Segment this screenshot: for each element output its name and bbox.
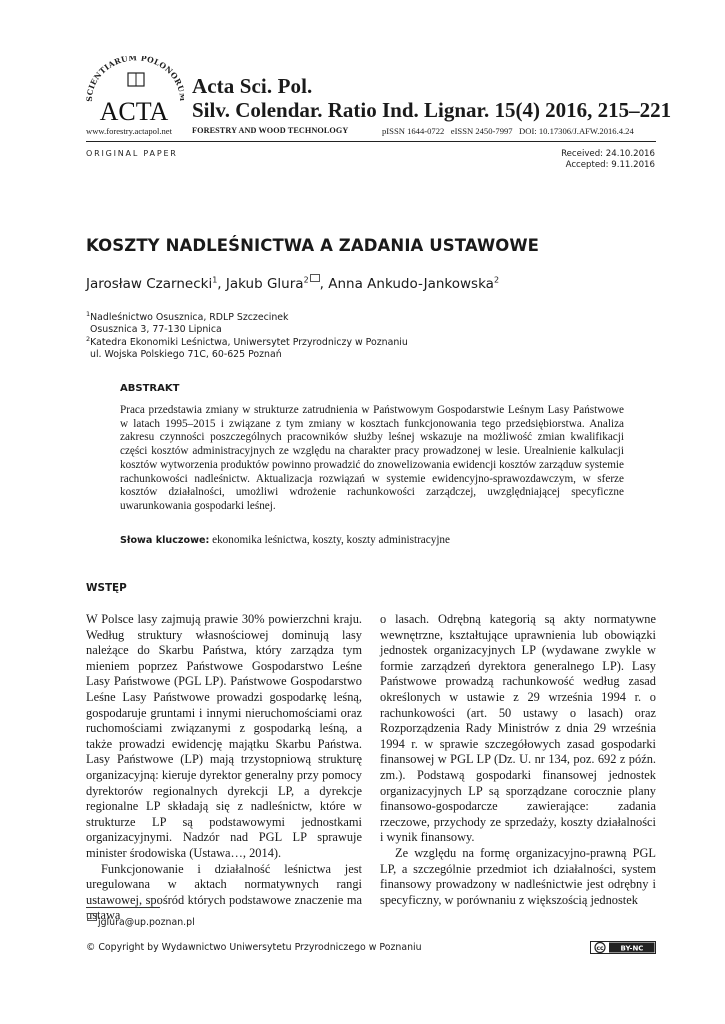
- keywords-label: Słowa kluczowe:: [120, 535, 210, 546]
- body-paragraph: o lasach. Odrębną kategorią są akty normatywne wewnętrzne, kształtujące uprawnienia lub obowiązki jednostek organizacyjnych LP (wydawane zwykle w formie zarządzeń dyrektora generalnego LP). Lasy Państwowe prowadzą rachunkowość według zasad określonych w ustawie z 29 września 1994 r. o rachunkowości (art. 50 ustawy o lasach) oraz Rozporządzenia Rady Ministrów z dnia 29 września 1994 r. w sprawie szczegółowych zasad gospodarki finansowej w PGL LP (Dz. U. nr 134, poz. 692 z późn. zm.). Podstawą gospodarki finansowej jednostek organizacyjnych LP są sporządzane corocznie plany finansowo-gospodarcze zawierające: zadania rzeczowe, przychody ze sprzedaży, koszty działalności i wynik finansowy.: [380, 612, 656, 845]
- journal-logo: [84, 56, 184, 126]
- body-paragraph: W Polsce lasy zajmują prawie 30% powierzchni kraju. Według struktury własnościowej dominują lasy należące do Skarbu Państwa, który zarządza tym mieniem poprzez Państwowe Gospodarstwo Leśne Lasy Państwowe (PGL LP). Państwowe Gospodarstwo Leśne Lasy Państwowe prowadzi gospodarkę leśną, gospodaruje gruntami i innymi nieruchomościami oraz ruchomościami związanymi z gospodarką leśną, a także prowadzi ewidencję majątku Skarbu Państwa. Lasy Państwowe (LP) mają trzystopniową strukturę organizacyjną: kieruje dyrektor generalny przy pomocy dyrektorów regionalnych dyrekcji LP, a dyrekcje regionalne LP składają się z nadleśnictw, które w strukturze LP są podstawowymi jednostkami organizacyjnymi. Nadzór nad PGL LP sprawuje minister środowiska (Ustawa…, 2014).: [86, 612, 362, 860]
- body-paragraph: Funkcjonowanie i działalność leśnictwa jest uregulowana w aktach normatywnych rangi ustawowej, spośród których podstawowe znaczenie ma ustawa: [86, 861, 362, 923]
- journal-series: Silv. Colendar. Ratio Ind. Lignar. 15(4) 2016, 215–221: [192, 98, 672, 122]
- author-affiliation-mark: 2: [303, 275, 309, 285]
- envelope-icon: [310, 274, 320, 282]
- header-divider: [86, 141, 656, 142]
- svg-text:cc: cc: [596, 945, 604, 952]
- journal-website[interactable]: www.forestry.actapol.net: [86, 126, 172, 136]
- envelope-icon: [87, 913, 97, 921]
- author-list: Jarosław Czarnecki$^1$, Jakub Glura$^2$ , Anna Ankudo-Jankowska$^2$: [86, 275, 500, 292]
- logo-word: ACTA: [99, 97, 169, 126]
- body-column-right: [380, 612, 656, 908]
- affiliation-2: $^2$Katedra Ekonomiki Leśnictwa, Uniwersytet Przyrodniczy w Poznaniu ul. Wojska Polskiego 71C, 60-625 Poznań: [86, 335, 408, 361]
- svg-text:SCIENTIARUM POLONORUM: [85, 56, 184, 102]
- accepted-date: Accepted: 9.11.2016: [565, 160, 655, 170]
- affiliation-1: $^1$Nadleśnictwo Osusznica, RDLP Szczecinek Osusznica 3, 77-130 Lipnica: [86, 310, 289, 336]
- abstract-heading: ABSTRAKT: [120, 383, 180, 394]
- license-label: BY-NC: [620, 944, 644, 953]
- copyright-notice: © Copyright by Wydawnictwo Uniwersytetu Przyrodniczego w Poznaniu: [86, 942, 422, 953]
- author-name: Anna Ankudo-Jankowska: [328, 276, 494, 292]
- logo-arc-text: SCIENTIARUM POLONOR: [84, 56, 184, 102]
- author-name: Jakub Glura: [225, 276, 304, 292]
- keywords-text: ekonomika leśnictwa, koszty, koszty administracyjne: [212, 534, 450, 546]
- issn-doi-info: pISSN 1644-0722 eISSN 2450-7997 DOI: 10.17306/J.AFW.2016.4.24: [382, 126, 634, 136]
- author-affiliation-mark: 2: [493, 275, 500, 285]
- body-column-left: [86, 612, 362, 924]
- author-affiliation-mark: 1: [212, 275, 218, 285]
- corresponding-email[interactable]: jglura@up.poznan.pl: [98, 917, 195, 928]
- paper-type-label: ORIGINAL PAPER: [86, 149, 178, 158]
- article-title: KOSZTY NADLEŚNICTWA A ZADANIA USTAWOWE: [86, 236, 540, 255]
- corresponding-footnote: [86, 913, 195, 928]
- body-paragraph: Ze względu na formę organizacyjno-prawną PGL LP, a szczególnie przedmiot ich działalności, system finansowy prowadzony w nadleśnictwie jest odrębny i specyficzny, w porównaniu z większością jednostek: [380, 845, 656, 907]
- section-name: FORESTRY AND WOOD TECHNOLOGY: [192, 126, 349, 135]
- author-name: Jarosław Czarnecki: [86, 276, 213, 292]
- footnote-divider: [86, 907, 160, 908]
- section-heading-intro: WSTĘP: [86, 582, 127, 594]
- abstract-text: Praca przedstawia zmiany w strukturze zatrudnienia w Państwowym Gospodarstwie Leśnym Lasy Państwowe w latach 1995–2015 i związane z tym zmiany w kosztach funkcjonowania tego przedsiębiorstwa. Analiza zakresu czynności poszczególnych pracowników służby leśnej wskazuje na możliwość zmian kwalifikacji części kosztów administracyjnych ze względu na charakter pracy prowadzonej w lesie. Urealnienie kalkulacji kosztów wytworzenia produktów powinno prowadzić do znowelizowania ewidencji kosztów zarząduw systemie rachunkowości nadleśnictw. Aktualizacja rozwiązań w systemie ewidencyjno-sprawozdawczym, w sferze kosztów działalności, umożliwi wdrożenie rachunkowości zarządczej, uwzględniającej specyficzne uwarunkowania gospodarki leśnej.: [120, 404, 624, 512]
- received-date: Received: 24.10.2016: [561, 149, 655, 159]
- journal-name: Acta Sci. Pol.: [192, 74, 313, 98]
- keywords: [120, 533, 624, 548]
- cc-license-badge[interactable]: [590, 941, 656, 954]
